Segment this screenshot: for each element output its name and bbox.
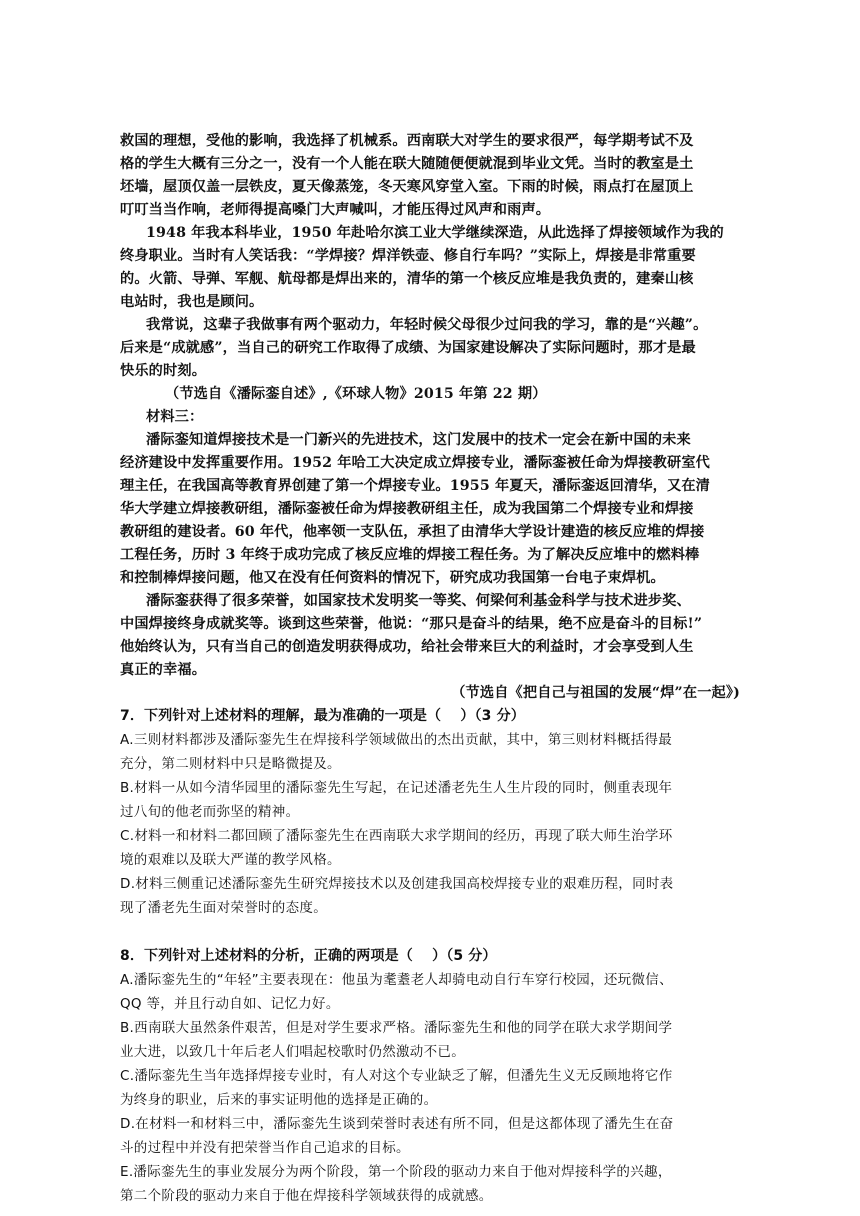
- question-7-option-b-line-1: B.材料一从如今清华园里的潘际銮先生写起，在记述潘老先生人生片段的同时，侧重表现年: [120, 780, 673, 796]
- question-8-option-e-line-2: 第二个阶段的驱动力来自于他在焊接科学领域获得的成就感。: [120, 1188, 493, 1204]
- material3-line-7: 和控制棒焊接问题，他又在没有任何资料的情况下，研究成功我国第一台电子束焊机。: [120, 570, 665, 586]
- question-7-stem: 7．下列针对上述材料的理解，最为准确的一项是（ ）（3 分）: [120, 708, 525, 724]
- question-7-option-c-line-2: 境的艰难以及联大严谨的教学风格。: [120, 852, 341, 868]
- material2-line-11: 快乐的时刻。: [120, 363, 207, 379]
- material2-line-1: 救国的理想，受他的影响，我选择了机械系。西南联大对学生的要求很严，每学期考试不及: [120, 133, 694, 149]
- material3-line-5: 教研组的建设者。60 年代，他率领一支队伍，承担了由清华大学设计建造的核反应堆的焊接: [120, 524, 705, 540]
- material2-line-7: 的。火箭、导弹、军舰、航母都是焊出来的，清华的第一个核反应堆是我负责的，建秦山核: [120, 271, 694, 287]
- question-8-option-a-line-2: QQ 等，并且行动自如、记忆力好。: [120, 996, 340, 1012]
- question-7-option-c-line-1: C.材料一和材料二都回顾了潘际銮先生在西南联大求学期间的经历，再现了联大师生治学环: [120, 828, 673, 844]
- question-7-option-d-line-2: 现了潘老先生面对荣誉时的态度。: [120, 900, 327, 916]
- material2-line-6: 终身职业。当时有人笑话我：“学焊接？焊洋铁壶、修自行车吗？”实际上，焊接是非常重要: [120, 248, 696, 264]
- material3-line-11: 真正的幸福。: [120, 662, 207, 678]
- question-7-option-d-line-1: D.材料三侧重记述潘际銮先生研究焊接技术以及创建我国高校焊接专业的艰难历程，同时表: [120, 876, 674, 892]
- material2-line-3: 坯墙，屋顶仅盖一层铁皮，夏天像蒸笼，冬天寒风穿堂入室。下雨的时候，雨点打在屋顶上: [120, 179, 694, 195]
- question-7-option-b-line-2: 过八旬的他老而弥坚的精神。: [120, 804, 300, 820]
- question-8-option-a-line-1: A.潘际銮先生的“年轻”主要表现在：他虽为耄耋老人却骑电动自行车穿行校园，还玩微信、: [120, 972, 673, 988]
- question-8-option-e-line-1: E.潘际銮先生的事业发展分为两个阶段，第一个阶段的驱动力来自于他对焊接科学的兴趣，: [120, 1164, 672, 1180]
- material2-line-4: 叮叮当当作响，老师得提高嗓门大声喊叫，才能压得过风声和雨声。: [120, 202, 551, 218]
- question-7-option-a-line-1: A.三则材料都涉及潘际銮先生在焊接科学领域做出的杰出贡献，其中，第三则材料概括得最: [120, 732, 673, 748]
- material3-line-6: 工程任务，历时 3 年终于成功完成了核反应堆的焊接工程任务。为了解决反应堆中的燃料棒: [120, 547, 700, 563]
- question-7-option-a-line-2: 充分，第二则材料中只是略微提及。: [120, 756, 341, 772]
- question-8-option-b-line-2: 业大进，以致几十年后老人们唱起校歌时仍然激动不已。: [120, 1044, 465, 1060]
- material2-line-10: 后来是“成就感”，当自己的研究工作取得了成绩、为国家建设解决了实际问题时，那才是最: [120, 340, 696, 356]
- material3-line-4: 华大学建立焊接教研组，潘际銮被任命为焊接教研组主任，成为我国第二个焊接专业和焊接: [120, 501, 694, 517]
- question-8-option-b-line-1: B.西南联大虽然条件艰苦，但是对学生要求严格。潘际銮先生和他的同学在联大求学期间学: [120, 1020, 673, 1036]
- material3-line-10: 他始终认为，只有当自己的创造发明获得成功，给社会带来巨大的利益时，才会享受到人生: [120, 639, 694, 655]
- question-8-option-c-line-2: 为终身的职业，后来的事实证明他的选择是正确的。: [120, 1092, 438, 1108]
- question-8-option-d-line-1: D.在材料一和材料三中，潘际銮先生谈到荣誉时表述有所不同，但是这都体现了潘先生在奋: [120, 1116, 674, 1132]
- material3-source: （节选自《把自己与祖国的发展“焊”在一起》): [451, 685, 740, 701]
- material3-line-9: 中国焊接终身成就奖等。谈到这些荣誉，他说：“那只是奋斗的结果，绝不应是奋斗的目标!”: [120, 616, 703, 632]
- question-8-option-d-line-2: 斗的过程中并没有把荣誉当作自己追求的目标。: [120, 1140, 410, 1156]
- material3-line-8: 潘际銮获得了很多荣誉，如国家技术发明奖一等奖、何梁何利基金科学与技术进步奖、: [146, 593, 691, 609]
- question-8-stem: 8．下列针对上述材料的分析，正确的两项是（ ）（5 分）: [120, 948, 497, 964]
- material2-line-9: 我常说，这辈子我做事有两个驱动力，年轻时候父母很少过问我的学习，靠的是“兴趣”。: [146, 317, 708, 333]
- material3-heading: 材料三：: [146, 409, 204, 425]
- material3-line-3: 理主任，在我国高等教育界创建了第一个焊接专业。1955 年夏天，潘际銮返回清华，又在清: [120, 478, 711, 494]
- material2-line-2: 格的学生大概有三分之一，没有一个人能在联大随随便便就混到毕业文凭。当时的教室是土: [120, 156, 694, 172]
- question-8-option-c-line-1: C.潘际銮先生当年选择焊接专业时，有人对这个专业缺乏了解，但潘先生义无反顾地将它作: [120, 1068, 673, 1084]
- material3-line-1: 潘际銮知道焊接技术是一门新兴的先进技术，这门发展中的技术一定会在新中国的未来: [146, 432, 691, 448]
- material2-line-5: 1948 年我本科毕业，1950 年赴哈尔滨工业大学继续深造，从此选择了焊接领域作为我的: [146, 225, 724, 241]
- material3-line-2: 经济建设中发挥重要作用。1952 年哈工大决定成立焊接专业，潘际銮被任命为焊接教研室代: [120, 455, 711, 471]
- material2-line-8: 电站时，我也是顾问。: [120, 294, 264, 310]
- material2-source: （节选自《潘际銮自述》,《环球人物》2015 年第 22 期）: [165, 386, 547, 402]
